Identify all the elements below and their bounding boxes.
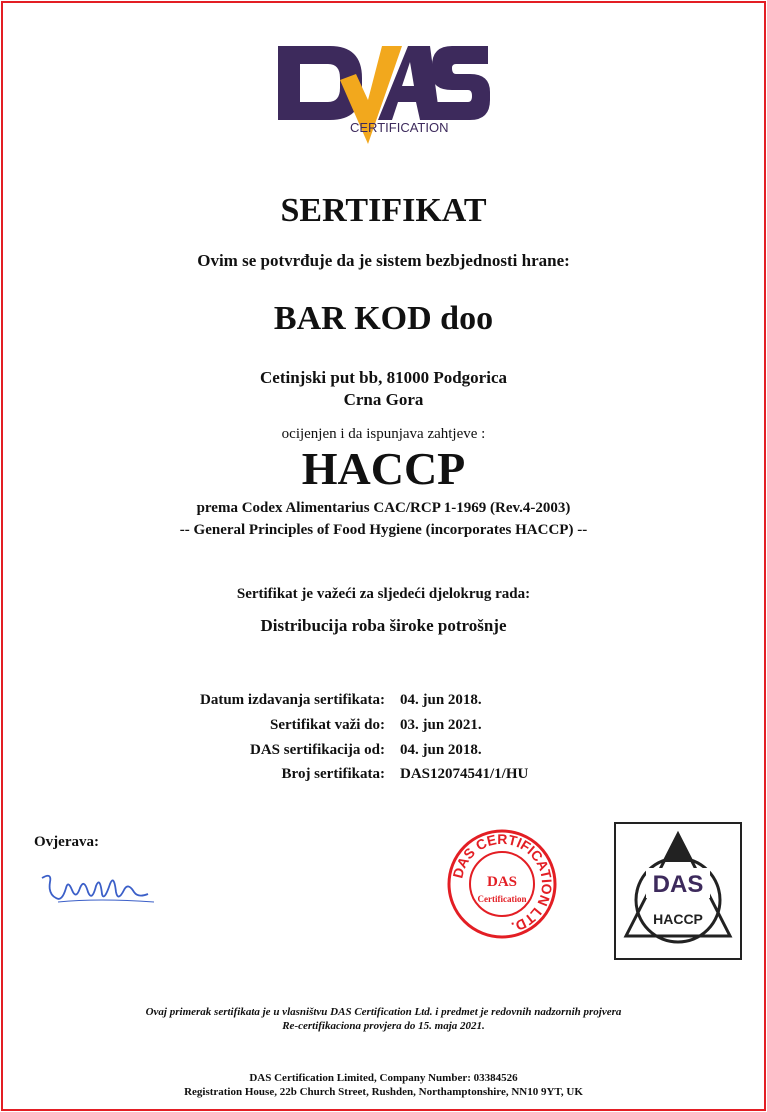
certificate-title: SERTIFIKAT [280,192,487,229]
das-certification-logo [270,40,495,152]
scope-intro: Sertifikat je važeći za sljedeći djelokrug rada: [236,586,531,602]
footer-note-line2: Re-certifikaciona provjera do 15. maja 2021. [282,1020,485,1032]
company-address-line1: Cetinjski put bb, 81000 Podgorica [260,368,507,387]
detail-label-das-since: DAS sertifikacija od: [250,742,385,758]
stamp-ring-text: DAS CERTIFICATION LTD. [449,830,556,936]
standard-name: HACCP [301,443,466,494]
footer-company-line2: Registration House, 22b Church Street, Rushden, Northamptonshire, NN10 9YT, UK [184,1086,583,1098]
intro-text: Ovim se potvrđuje da je sistem bezbjednosti hrane: [197,251,570,270]
assessed-text: ocijenjen i da ispunjava zahtjeve : [281,426,486,442]
stamp-center-top: DAS [486,874,518,890]
das-stamp-seal [446,828,558,940]
signature-image [38,868,158,910]
detail-value-valid-until: 03. jun 2021. [400,717,482,733]
footer-company-line1: DAS Certification Limited, Company Number: 03384526 [249,1072,518,1084]
detail-value-issue-date: 04. jun 2018. [400,692,482,708]
standard-line1: prema Codex Alimentarius CAC/RCP 1-1969 (Rev.4-2003) [196,500,571,516]
detail-label-issue-date: Datum izdavanja sertifikata: [200,692,385,708]
detail-label-valid-until: Sertifikat važi do: [270,717,385,733]
detail-label-cert-number: Broj sertifikata: [281,766,385,782]
scope-text: Distribucija roba široke potrošnje [260,616,507,635]
standard-line2: -- General Principles of Food Hygiene (incorporates HACCP) -- [179,522,588,538]
haccp-badge [614,822,742,960]
haccp-triangle-icon [616,824,740,958]
haccp-badge-logo: DAS [652,871,704,898]
footer-note-line1: Ovaj primerak sertifikata je u vlasništvu DAS Certification Ltd. i predmet je redovnih nadzornih projvera [145,1006,622,1018]
stamp-center-bottom: Certification [477,894,527,904]
logo-subtitle: CERTIFICATION [350,120,449,135]
verify-label: Ovjerava: [34,834,99,850]
company-name: BAR KOD doo [273,300,494,337]
company-address-line2: Crna Gora [343,390,424,409]
detail-value-cert-number: DAS12074541/1/HU [400,766,529,782]
haccp-badge-label: HACCP [653,911,703,927]
detail-value-das-since: 04. jun 2018. [400,742,482,758]
